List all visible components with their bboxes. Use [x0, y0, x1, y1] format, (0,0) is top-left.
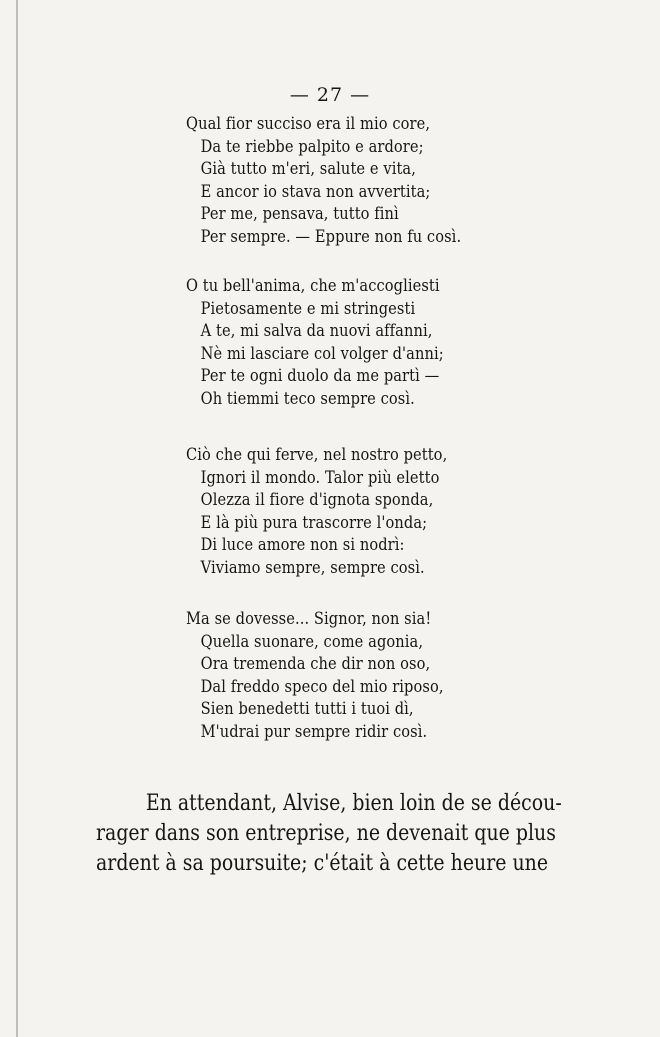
poem-stanza-3	[186, 444, 606, 580]
poem-line: Di luce amore non si nodrì:	[200, 535, 405, 556]
page-number: — 27 —	[289, 84, 371, 106]
poem-line: Per me, pensava, tutto finì	[200, 204, 399, 225]
prose-line: rager dans son entreprise, ne devenait que plus	[96, 821, 556, 846]
poem-line: Sien benedetti tutti i tuoi dì,	[200, 699, 414, 720]
poem-line: Viviamo sempre, sempre così.	[200, 557, 425, 578]
prose-paragraph	[96, 789, 576, 879]
poem-line: Oh tiemmi teco sempre così.	[200, 388, 415, 409]
prose-line: En attendant, Alvise, bien loin de se décou-	[145, 791, 562, 816]
poem-line: Ora tremenda che dir non oso,	[200, 654, 431, 675]
poem-line: A te, mi salva da nuovi affanni,	[200, 321, 433, 342]
poem-stanza-4	[186, 608, 606, 744]
poem-line: Nè mi lasciare col volger d'anni;	[200, 343, 444, 364]
poem-line: Ciò che qui ferve, nel nostro petto,	[186, 445, 448, 465]
poem-line: E ancor io stava non avvertita;	[200, 181, 431, 202]
prose-line: ardent à sa poursuite; c'était à cette heure une	[96, 851, 549, 876]
poem-line: Pietosamente e mi stringesti	[200, 298, 416, 319]
poem-line: Già tutto m'eri, salute e vita,	[200, 159, 416, 180]
poem-stanza-1	[186, 113, 606, 249]
poem-line: Quella suonare, come agonia,	[200, 631, 424, 652]
poem-line: Dal freddo speco del mio riposo,	[200, 676, 444, 697]
page-gutter-edge	[16, 0, 18, 1037]
poem-line: Per te ogni duolo da me partì —	[200, 366, 440, 387]
poem-line: Da te riebbe palpito e ardore;	[200, 136, 424, 157]
poem-line: O tu bell'anima, che m'accogliesti	[186, 276, 440, 296]
poem-line: Per sempre. — Eppure non fu così.	[200, 226, 462, 247]
poem-line: Ignori il mondo. Talor più eletto	[200, 467, 440, 488]
poem-stanza-2	[186, 275, 606, 411]
poem-line: Olezza il fiore d'ignota sponda,	[200, 490, 434, 511]
poem-line: E là più pura trascorre l'onda;	[200, 512, 428, 533]
poem-line: M'udrai pur sempre ridir così.	[200, 721, 428, 742]
poem-line: Ma se dovesse... Signor, non sia!	[186, 609, 432, 629]
poem-line: Qual fior succiso era il mio core,	[186, 114, 431, 134]
